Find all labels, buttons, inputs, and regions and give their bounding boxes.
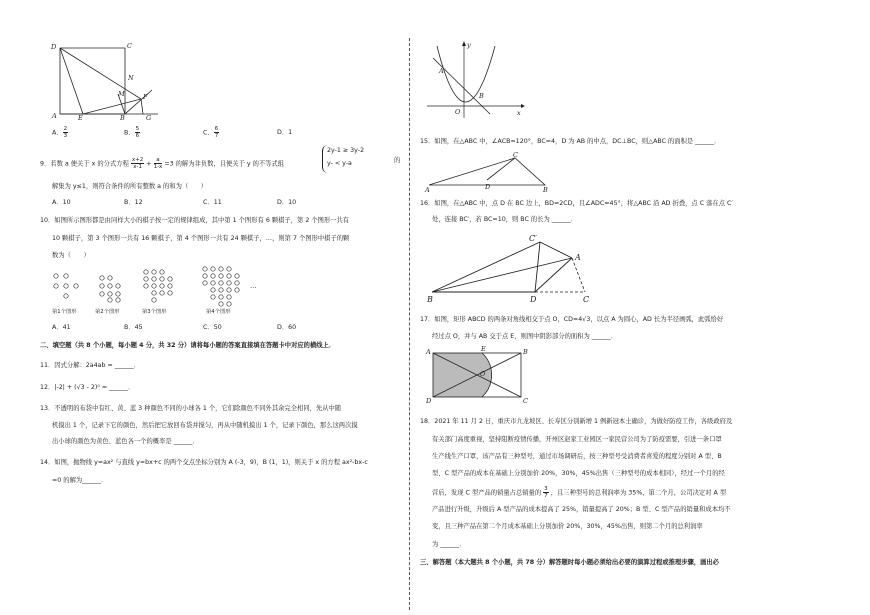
q8-option-c: C． $\frac{6}{7}$ xyxy=(203,126,219,139)
label-B: B xyxy=(543,186,548,194)
label-A: A xyxy=(426,348,431,356)
q10-option-c: C．50 xyxy=(203,324,222,331)
dots-ellipsis: … xyxy=(250,282,257,290)
label-D: D xyxy=(530,295,537,304)
q18-line7: 变，且三种产品在第二个月成本基础上分别加价 20%，30%，45%出售，则第二个月的总利润率 xyxy=(432,523,703,530)
label-D: D xyxy=(426,397,432,405)
q9-option-b: B．12 xyxy=(124,199,143,206)
q9-line2: 解集为 y≤1，则符合条件的所有整数 a 的和为（ ） xyxy=(52,183,208,190)
q18-line6: 产品进行升级，升级后 A 型产品的成本提高了 25%，销量提高了 20%；B 型、C 型产品的销量和成本均不 xyxy=(432,506,731,513)
label-C: C xyxy=(513,151,518,159)
fig-label-1: 第1个图形 xyxy=(52,309,77,315)
q18-line2: 有关部门高度重视，坚持阻断疫情传播，开州区赵家工业园区一家民营公司为了防疫需要，引进一条口罩 xyxy=(432,436,722,443)
q9-line1: 9．若数 a 使关于 x 的分式方程 $\frac{x+2}{x-1}$ + $\frac{a}{1-x}$ =3 的解为非负数，且使关于 y 的不等式组 xyxy=(40,157,285,170)
section-3-heading: 三、解答题（本大题共 8 个小题，共 78 分）解答题时每小题必须给出必要的演算过程或推理步骤，画出必 xyxy=(420,559,719,566)
label-E: E xyxy=(78,114,83,122)
q9-inequality-system xyxy=(322,145,388,173)
q10-option-a: A．41 xyxy=(52,324,71,331)
axis-x-label: x xyxy=(517,109,521,117)
q9-sys-2: y- < y-a xyxy=(327,160,352,167)
label-O: O xyxy=(480,370,486,378)
fold-16-figure xyxy=(425,232,600,304)
q13-line2: 机摸出 1 个，记录下它的颜色，然后把它放回布袋并搅匀，再从中随机摸出 1 个，记录下颜色，那么这两次摸 xyxy=(52,422,358,429)
q18-line3: 生产线生产口罩，该产品有三种型号，通过市场调研后，按三种型号受消费者喜爱的程度分别对 A 型、B xyxy=(432,453,722,460)
label-M: M xyxy=(118,90,125,98)
label-D: D xyxy=(485,183,491,191)
label-N: N xyxy=(128,74,134,82)
q12: 12．|-2| + (√3 - 2)⁰ = ______． xyxy=(40,384,135,391)
q9-option-d: D．10 xyxy=(277,199,297,206)
q15: 15．如图，在△ABC 中，∠ACB=120°，BC=4，D 为 AB 的中点，DC⊥BC，则△ABC 的面积是 ______． xyxy=(420,138,721,145)
label-B: B xyxy=(427,295,433,304)
q13-line1: 13．不透明的布袋中有红、黄、蓝 3 种颜色不同的小球各 1 个，它们除颜色不同外其余完全相同，先从中随 xyxy=(40,405,342,412)
column-divider xyxy=(409,38,410,610)
q17-line2: 经过点 O，并与 AB 交于点 E，则图中阴影部分的面积为 ______． xyxy=(432,333,617,340)
label-A: A xyxy=(425,186,430,194)
q10-line3: 数为（ ） xyxy=(52,252,90,259)
label-A: A xyxy=(575,253,581,262)
q10-line2: 10 颗棋子，第 3 个图形一共有 16 颗棋子，第 4 个图形一共有 24 颗棋子，…，则第 7 个图形中棋子的颗 xyxy=(52,235,350,242)
q9-option-a: A．10 xyxy=(52,199,71,206)
label-B: B xyxy=(523,348,528,356)
q10-line1: 10．如图所示图形都是由同样大小的棋子按一定的规律组成，其中第 1 个图形有 6 颗棋子，第 2 个图形一共有 xyxy=(40,217,350,224)
q18-line4: 型、C 型产品的成本在基础上分别加价 20%，30%，45%出售（三种型号的成本相同），经过一个月的经 xyxy=(432,470,725,477)
q8-option-d: D．1 xyxy=(277,129,293,136)
q16-line1: 16．如图，在△ABC 中，点 D 在 BC 边上，BD=2CD，且∠ADC=45°，将△ABC 沿 AD 折叠，点 C 落在点 C′ xyxy=(420,200,733,207)
q18-line5: 营后，发现 C 型产品的销量占总销量的 $\frac{3}{7}$ ，且三种型号的总利润率为 35%，第二个月，公司决定对 A 型 xyxy=(432,486,727,499)
q14-line2: =0 的解为______． xyxy=(52,477,108,484)
q10-option-d: D．60 xyxy=(277,324,297,331)
label-G: G xyxy=(146,114,152,122)
origin-label: O xyxy=(455,108,461,116)
q9-line1-end: 的 xyxy=(394,157,401,164)
q9-option-c: C．11 xyxy=(203,199,222,206)
label-C-prime: C′ xyxy=(529,234,537,243)
point-B-label: B xyxy=(479,92,484,100)
label-D: D xyxy=(51,43,57,51)
q17-line1: 17．如图，矩形 ABCD 的两条对角线相交于点 O，CD=4√3，以点 A 为圆心，AD 长为半径画弧，此弧恰好 xyxy=(420,316,724,323)
q13-line3: 出小球的颜色为黄色、蓝色各一个的概率是 ______． xyxy=(52,438,199,445)
label-C: C xyxy=(127,42,132,50)
label-A: A xyxy=(52,112,57,120)
point-A-label: A xyxy=(439,67,444,75)
q9-sys-1: 2y-1 ≥ 3y-2 xyxy=(327,147,365,154)
rectangle-17-figure xyxy=(425,345,535,405)
parabola-figure xyxy=(425,40,525,118)
section-2-heading: 二、填空题（共 8 个小题，每小题 4 分，共 32 分）请将每小题的答案直接填在答题卡中对应的横线上． xyxy=(40,342,336,349)
label-C: C xyxy=(583,295,590,304)
fig-label-2: 第2个图形 xyxy=(95,309,120,315)
fig-label-4: 第4个图形 xyxy=(206,309,231,315)
label-F: F xyxy=(143,93,148,101)
q11: 11．因式分解：2a4ab = ______． xyxy=(40,362,140,369)
square-figure xyxy=(48,42,158,120)
fig-label-3: 第3个图形 xyxy=(142,309,167,315)
triangle-15-figure xyxy=(425,150,555,192)
label-E: E xyxy=(481,345,486,353)
q8-option-a: A． $\frac{2}{3}$ xyxy=(52,126,68,139)
q10-option-b: B．45 xyxy=(124,324,143,331)
q16-line2: 处，连接 BC′，若 BC=10，则 BC 的长为 ______． xyxy=(432,216,577,223)
q18-line8: 为 ______． xyxy=(432,541,466,548)
q8-option-b: B． $\frac{5}{6}$ xyxy=(124,126,140,139)
axis-y-label: y xyxy=(467,41,471,49)
q18-line1: 18．2021 年 11 月 2 日，重庆市九龙坡区、长寿区分别新增 1 例新冠本土确诊，为做好防疫工作，各级政府及 xyxy=(420,418,733,425)
label-C: C xyxy=(523,397,528,405)
label-B: B xyxy=(120,114,125,122)
q14-line1: 14．如图，抛物线 y=ax² 与直线 y=bx+c 的两个交点坐标分别为 A (-3，9)，B (1，1)，则关于 x 的方程 ax²-bx-c xyxy=(40,459,368,466)
